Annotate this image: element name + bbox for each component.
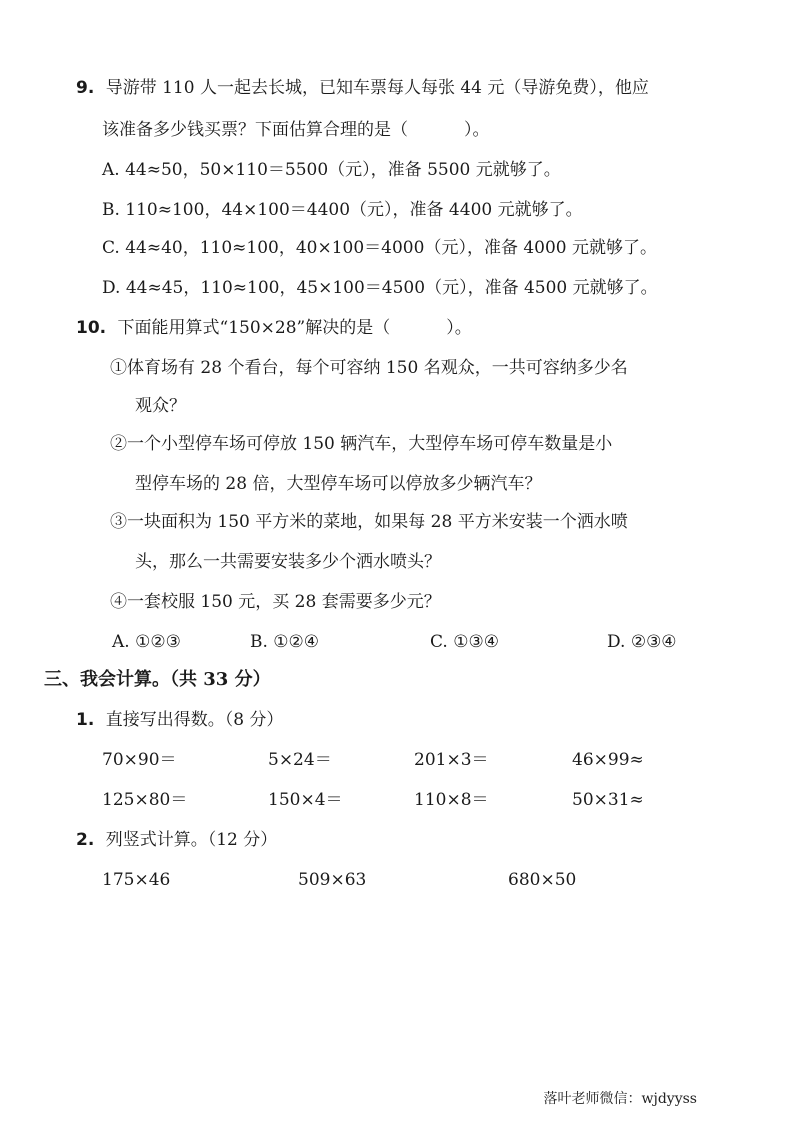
calc-item: 5×24＝: [268, 750, 332, 770]
calc-item: 46×99≈: [572, 750, 644, 770]
q10-option-c: C. ①③④: [430, 632, 499, 652]
calc-item: 110×8＝: [414, 790, 489, 810]
q10-item1-line2: 观众？: [135, 396, 186, 416]
q9-option-b: B. 110≈100，44×100＝4400（元），准备 4400 元就够了。: [102, 200, 583, 220]
q9-stem-line2: 该准备多少钱买票？下面估算合理的是（: [102, 120, 408, 140]
q10-item3-line1: ③一块面积为 150 平方米的菜地，如果每 28 平方米安装一个洒水喷: [110, 512, 628, 532]
calc-item: 70×90＝: [102, 750, 177, 770]
q10-option-b: B. ①②④: [250, 632, 320, 652]
q10-item2-line2: 型停车场的 28 倍，大型停车场可以停放多少辆汽车？: [135, 474, 542, 494]
part1-title: 直接写出得数。（8 分）: [105, 710, 284, 730]
part2-heading: [76, 828, 277, 852]
q9-option-a: A. 44≈50，50×110＝5500（元），准备 5500 元就够了。: [102, 160, 561, 180]
part2-title: 列竖式计算。（12 分）: [105, 830, 278, 850]
q10-item2-line1: ②一个小型停车场可停放 150 辆汽车，大型停车场可停车数量是小: [110, 434, 613, 454]
calc-item: 150×4＝: [268, 790, 343, 810]
section3-title: 三、我会计算。（共 33 分）: [44, 669, 271, 690]
q9-stem-line2-end: ）。: [464, 120, 490, 140]
part1-heading: [76, 708, 283, 732]
q10-item4: ④一套校服 150 元，买 28 套需要多少元？: [110, 592, 441, 612]
q10-stem: [76, 316, 472, 340]
q9-option-c: C. 44≈40，110≈100，40×100＝4000（元），准备 4000 元就够了。: [102, 238, 658, 258]
q9-option-d: D. 44≈45，110≈100，45×100＝4500（元），准备 4500 元就够了。: [102, 278, 658, 298]
footer-contact: 落叶老师微信：wjdyyss: [543, 1091, 697, 1107]
q10-option-a: A. ①②③: [112, 632, 181, 652]
q10-item3-line2: 头，那么一共需要安装多少个洒水喷头？: [135, 552, 441, 572]
vertical-calc-problem: 509×63: [298, 870, 367, 890]
part1-number: 1.: [76, 710, 95, 730]
q9-stem-line1: 导游带 110 人一起去长城，已知车票每人每张 44 元（导游免费），他应: [105, 78, 649, 98]
q10-stem-end: ）。: [446, 318, 472, 338]
q10-stem-text: 下面能用算式“150×28”解决的是（: [117, 318, 391, 338]
q10-option-d: D. ②③④: [607, 632, 677, 652]
part2-number: 2.: [76, 830, 95, 850]
calc-item: 125×80＝: [102, 790, 188, 810]
q9-number: 9.: [76, 78, 95, 98]
calc-item: 201×3＝: [414, 750, 489, 770]
q9-line2: [102, 118, 490, 142]
q10-item1-line1: ①体育场有 28 个看台，每个可容纳 150 名观众，一共可容纳多少名: [110, 358, 628, 378]
q9-line1: [76, 76, 649, 100]
vertical-calc-problem: 175×46: [102, 870, 171, 890]
calc-item: 50×31≈: [572, 790, 644, 810]
q10-number: 10.: [76, 318, 107, 338]
vertical-calc-problem: 680×50: [508, 870, 577, 890]
